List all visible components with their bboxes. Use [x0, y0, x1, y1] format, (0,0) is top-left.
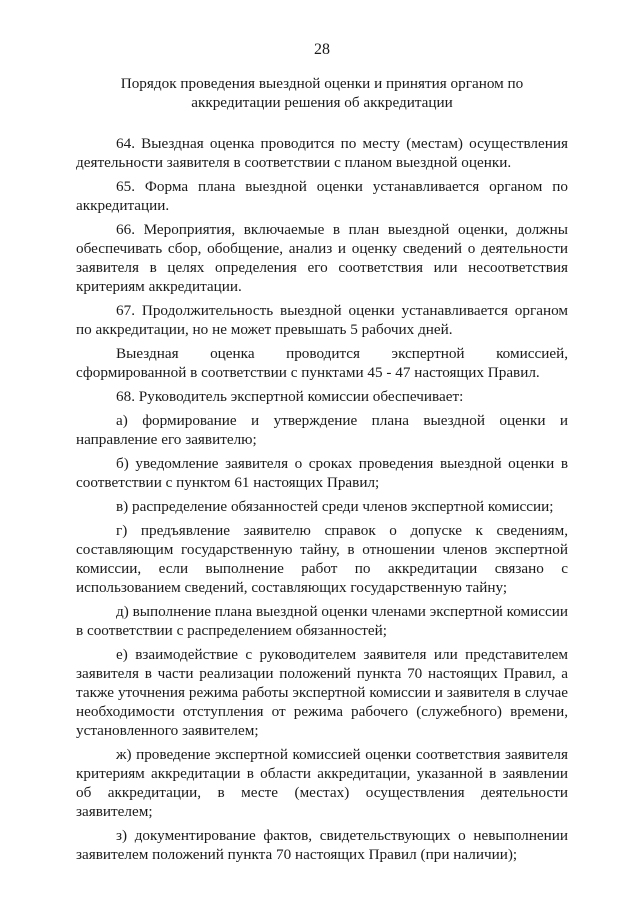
paragraph-65: 65. Форма плана выездной оценки устанавливается органом по аккредитации. — [76, 178, 568, 214]
section-title-line-1: Порядок проведения выездной оценки и принятия органом по — [120, 75, 524, 92]
list-item-z: з) документирование фактов, свидетельствующих о невыполнении заявителем положений пункта 70 настоящих Правил (при наличии); — [76, 827, 568, 863]
list-item-v: в) распределение обязанностей среди членов экспертной комиссии; — [116, 498, 554, 515]
list-item-a: а) формирование и утверждение плана выездной оценки и направление его заявителю; — [76, 412, 568, 448]
list-item-d: д) выполнение плана выездной оценки членами экспертной комиссии в соответствии с распределением обязанностей; — [76, 603, 568, 639]
page-number: 28 — [314, 41, 330, 58]
paragraph-67-continuation: Выездная оценка проводится экспертной комиссией, сформированной в соответствии с пунктами 45 - 47 настоящих Правил. — [76, 345, 568, 381]
body-text — [76, 134, 568, 864]
list-item-g: г) предъявление заявителю справок о допуске к сведениям, составляющим государственную тайну, в отношении членов экспертной комиссии, если выполнение работ по аккредитации связано с использованием сведений, составляющих государственную тайну; — [76, 522, 568, 596]
paragraph-68: 68. Руководитель экспертной комиссии обеспечивает: — [116, 388, 464, 405]
list-item-zh: ж) проведение экспертной комиссией оценки соответствия заявителя критериям аккредитации в области аккредитации, указанной в заявлении об аккредитации, в месте (местах) осуществления деятельности заявителем; — [76, 746, 568, 820]
paragraph-64: 64. Выездная оценка проводится по месту (местам) осуществления деятельности заявителя в соответствии с планом выездной оценки. — [76, 135, 568, 171]
section-title-line-2: аккредитации решения об аккредитации — [191, 94, 453, 111]
section-title — [76, 74, 568, 112]
list-item-e: е) взаимодействие с руководителем заявителя или представителем заявителя в части реализации положений пункта 70 настоящих Правил, а также уточнения режима работы экспертной комиссии и заявителя в случае необходимости отступления от режима рабочего (служебного) времени, установленного заявителем; — [76, 646, 568, 739]
paragraph-66: 66. Мероприятия, включаемые в план выездной оценки, должны обеспечивать сбор, обобщение, анализ и оценку сведений о деятельности заявителя в целях определения его соответствия или несоответствия критериям аккредитации. — [76, 221, 568, 295]
list-item-b: б) уведомление заявителя о сроках проведения выездной оценки в соответствии с пунктом 61 настоящих Правил; — [76, 455, 568, 491]
paragraph-67: 67. Продолжительность выездной оценки устанавливается органом по аккредитации, но не может превышать 5 рабочих дней. — [76, 302, 568, 338]
